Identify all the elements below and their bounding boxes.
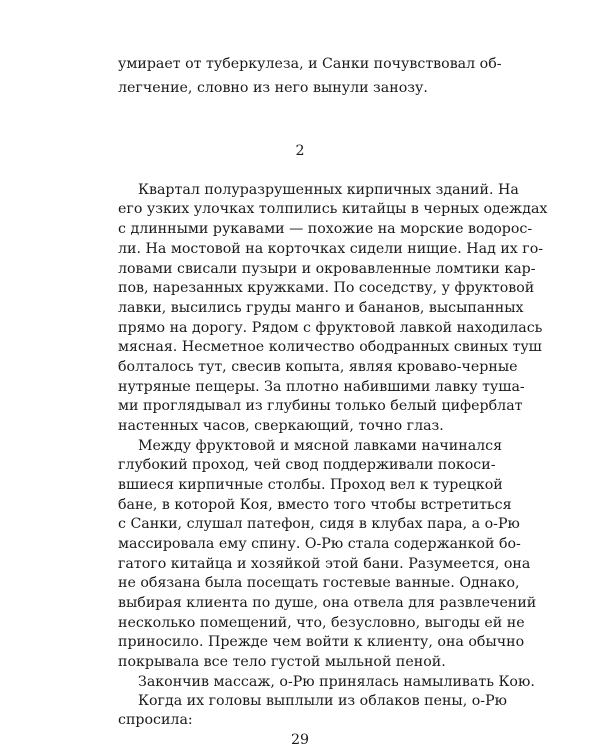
text-line: Закончив массаж, о-Рю принялась намыливать Кою. [138,674,535,690]
chapter-number: 2 [295,143,305,159]
page-number: 29 [290,732,310,748]
text-line: вшиеся кирпичные столбы. Проход вел к турецкой [118,477,503,493]
text-line: ловами свисали пузыри и окровавленные ломтики кар- [118,261,536,277]
text-line: с длинными рукавами — похожие на морские водорос- [118,221,533,237]
text-line: массировала ему спину. О-Рю стала содержанкой бо- [118,536,521,552]
text-line: настенных часов, сверкающий, точно глаз. [118,418,444,434]
text-line: пов, нарезанных кружками. По соседству, у фруктовой [118,280,535,296]
text-line: глубокий проход, чей свод поддерживали покоси- [118,457,496,473]
text-line: ми проглядывал из глубины только белый циферблат [118,398,523,414]
text-line: мясная. Несметное количество ободранных свиных туш [118,339,542,355]
text-line: Между фруктовой и мясной лавками начинался [138,438,503,454]
text-line: Квартал полуразрушенных кирпичных зданий. На [138,182,519,198]
text-line: гатого китайца и хозяйкой этой бани. Разумеется, она [118,556,531,572]
text-line: умирает от туберкулеза, и Санки почувствовал об- [118,56,502,72]
text-line: покрывала все тело густой мыльной пеной. [118,654,446,670]
text-line: прямо на дорогу. Рядом с фруктовой лавкой находилась [118,320,543,336]
text-line: лавки, высились груды манго и бананов, высыпанных [118,300,524,316]
text-line: выбирая клиента по душе, она отвела для развлечений [118,595,537,611]
text-line: приносило. Прежде чем войти к клиенту, она обычно [118,634,525,650]
text-line: ли. На мостовой на корточках сидели нищие. Над их го- [118,241,544,257]
text-line: легчение, словно из него вынули занозу. [118,80,428,96]
text-line: Когда их головы выплыли из облаков пены, о-Рю [138,693,507,709]
text-line: спросила: [118,712,193,728]
text-line: несколько помещений, что, безусловно, выгоды ей не [118,615,525,631]
text-line: его узких улочках толпились китайцы в черных одеждах [118,201,548,217]
text-line: нутряные пещеры. За плотно набившими лавку туша- [118,379,525,395]
text-line: болталось тут, свесив копыта, являя кроваво-черные [118,359,518,375]
text-line: бане, в которой Коя, вместо того чтобы встретиться [118,497,512,513]
text-line: не обязана была посещать гостевые ванные. Однако, [118,575,520,591]
text-line: с Санки, слушал патефон, сидя в клубах пара, а о-Рю [118,516,520,532]
